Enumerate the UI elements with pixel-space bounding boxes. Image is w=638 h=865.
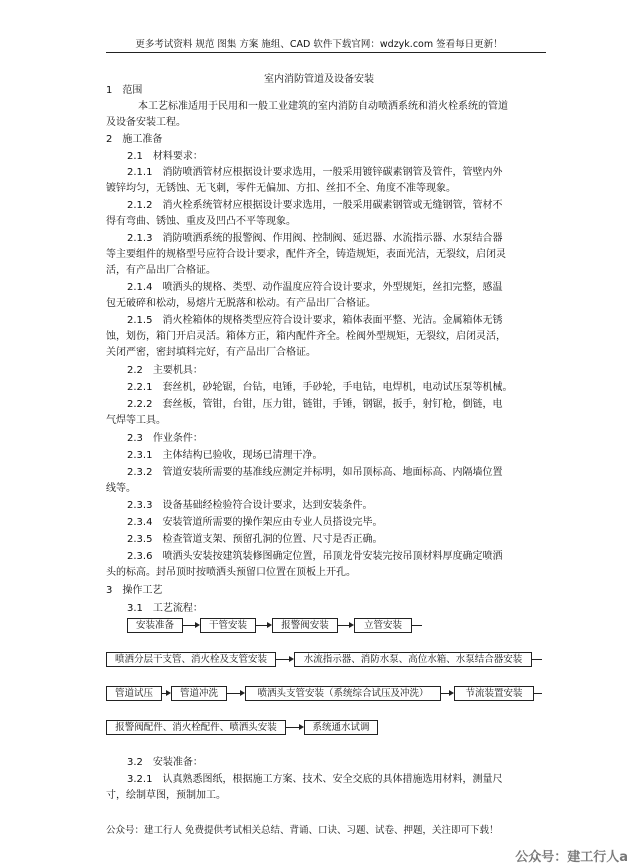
flow-step-branch-hydrant: 喷洒分层干支管、消火栓及支管安装 bbox=[106, 652, 276, 667]
document-title: 室内消防管道及设备安装 bbox=[264, 74, 374, 85]
paragraph: 2.2.1 套丝机，砂轮锯，台钻，电锤，手砂轮，手电钻，电焊机，电动试压泵等机械。 bbox=[127, 382, 513, 393]
flow-step-commissioning: 系统通水试调 bbox=[304, 720, 378, 735]
paragraph: 2.3.4 安装管道所需要的操作架应由专业人员搭设完毕。 bbox=[127, 517, 383, 528]
paragraph: 3.2.1 认真熟悉图纸，根据施工方案、技术、安全交底的具体措施选用材料，测量尺 bbox=[127, 774, 503, 785]
section-2-heading: 2 施工准备 bbox=[106, 134, 163, 145]
paragraph: 蚀，划伤，箱门开启灵活。箱体方正，箱内配件齐全。栓阀外型规矩，无裂纹，启闭灵活， bbox=[106, 331, 506, 342]
subsection-heading: 2.3 作业条件： bbox=[127, 433, 203, 444]
paragraph: 关闭严密，密封填料完好，有产品出厂合格证。 bbox=[106, 347, 316, 358]
flow-connector bbox=[412, 625, 422, 626]
paragraph: 得有弯曲、锈蚀、重皮及凹凸不平等现象。 bbox=[106, 216, 296, 227]
paragraph: 2.1.3 消防喷洒系统的报警阀、作用阀、控制阀、延迟器、水流指示器、水泵结合器 bbox=[127, 233, 503, 244]
flow-connector bbox=[276, 659, 290, 660]
paragraph: 本工艺标准适用于民用和一般工业建筑的室内消防自动喷洒系统和消火栓系统的管道 bbox=[138, 101, 508, 112]
subsection-heading: 2.2 主要机具： bbox=[127, 365, 203, 376]
page-footer: 公众号：建工行人 免费提供考试相关总结、背诵、口诀、习题、试卷、押题，关注即可下载！ bbox=[106, 825, 499, 836]
paragraph: 2.2.2 套丝板，管钳，台钳，压力钳，链钳，手锤，钢锯，扳手，射钉枪，倒链，电 bbox=[127, 399, 503, 410]
paragraph: 2.3.1 主体结构已验收，现场已清理干净。 bbox=[127, 450, 323, 461]
header-rule bbox=[106, 52, 546, 53]
flow-step-indicator-pump-tank: 水流指示器、消防水泵、高位水箱、水泵结合器安装 bbox=[294, 652, 532, 667]
subsection-heading: 2.1 材料要求： bbox=[127, 151, 203, 162]
flow-step-prepare: 安装准备 bbox=[127, 618, 183, 633]
flow-step-sprinkler-branch: 喷洒头支管安装（系统综合试压及冲洗） bbox=[245, 686, 441, 701]
flow-step-flushing: 管道冲洗 bbox=[171, 686, 227, 701]
paragraph: 镀锌均匀，无锈蚀、无飞刺，零件无偏加、方扣、丝扣不全、角度不准等现象。 bbox=[106, 183, 456, 194]
paragraph: 2.3.2 管道安装所需要的基准线应测定并标明，如吊顶标高、地面标高、内隔墙位置 bbox=[127, 467, 503, 478]
flow-step-riser: 立管安装 bbox=[354, 618, 412, 633]
paragraph: 2.1.1 消防喷洒管材应根据设计要求选用，一般采用镀锌碳素钢管及管件，管壁内外 bbox=[127, 167, 503, 178]
paragraph: 头的标高。封吊顶时按喷洒头预留口位置在顶板上开孔。 bbox=[106, 567, 356, 578]
flow-connector bbox=[286, 727, 300, 728]
section-3-heading: 3 操作工艺 bbox=[106, 585, 163, 596]
paragraph: 活，有产品出厂合格证。 bbox=[106, 265, 216, 276]
watermark: 公众号：建工行人a bbox=[515, 850, 628, 865]
flow-step-main-pipe: 干管安装 bbox=[200, 618, 256, 633]
paragraph: 2.3.3 设备基础经检验符合设计要求，达到安装条件。 bbox=[127, 500, 373, 511]
subsection-heading: 3.1 工艺流程： bbox=[127, 603, 203, 614]
paragraph: 2.3.5 检查管道支架、预留孔洞的位置、尺寸是否正确。 bbox=[127, 534, 383, 545]
paragraph: 2.1.4 喷洒头的规格、类型、动作温度应符合设计要求，外型规矩，丝扣完整，感温 bbox=[127, 282, 503, 293]
flow-connector bbox=[532, 659, 542, 660]
paragraph: 2.3.6 喷洒头安装按建筑装修图确定位置，吊顶龙骨安装完按吊顶材料厚度确定喷洒 bbox=[127, 551, 503, 562]
paragraph: 线等。 bbox=[106, 483, 136, 494]
paragraph: 及设备安装工程。 bbox=[106, 117, 186, 128]
flow-step-alarm-valve: 报警阀安装 bbox=[272, 618, 338, 633]
subsection-heading: 3.2 安装准备： bbox=[127, 757, 203, 768]
page-header: 更多考试资料 规范 图集 方案 施组、CAD 软件下载官网：wdzyk.com 签看每日更新！ bbox=[135, 39, 503, 50]
flow-connector bbox=[227, 693, 241, 694]
flow-connector bbox=[534, 693, 542, 694]
paragraph: 2.1.2 消火栓系统管材应根据设计要求选用，一般采用碳素钢管或无缝钢管，管材不 bbox=[127, 200, 503, 211]
paragraph: 包无破碎和松动，易熔片无脱落和松动。有产品出厂合格证。 bbox=[106, 298, 376, 309]
paragraph: 2.1.5 消火栓箱体的规格类型应符合设计要求，箱体表面平整、光洁。金属箱体无锈 bbox=[127, 315, 503, 326]
flow-step-fittings: 报警阀配件、消火栓配件、喷洒头安装 bbox=[106, 720, 286, 735]
flow-step-throttle-device: 节流装置安装 bbox=[454, 686, 534, 701]
paragraph: 寸，绘制草图，预制加工。 bbox=[106, 790, 226, 801]
paragraph: 等主要组件的规格型号应符合设计要求，配件齐全，铸造规矩，表面光洁，无裂纹，启闭灵 bbox=[106, 249, 506, 260]
paragraph: 气焊等工具。 bbox=[106, 415, 166, 426]
section-1-heading: 1 范围 bbox=[106, 85, 143, 96]
flow-step-pressure-test: 管道试压 bbox=[106, 686, 162, 701]
